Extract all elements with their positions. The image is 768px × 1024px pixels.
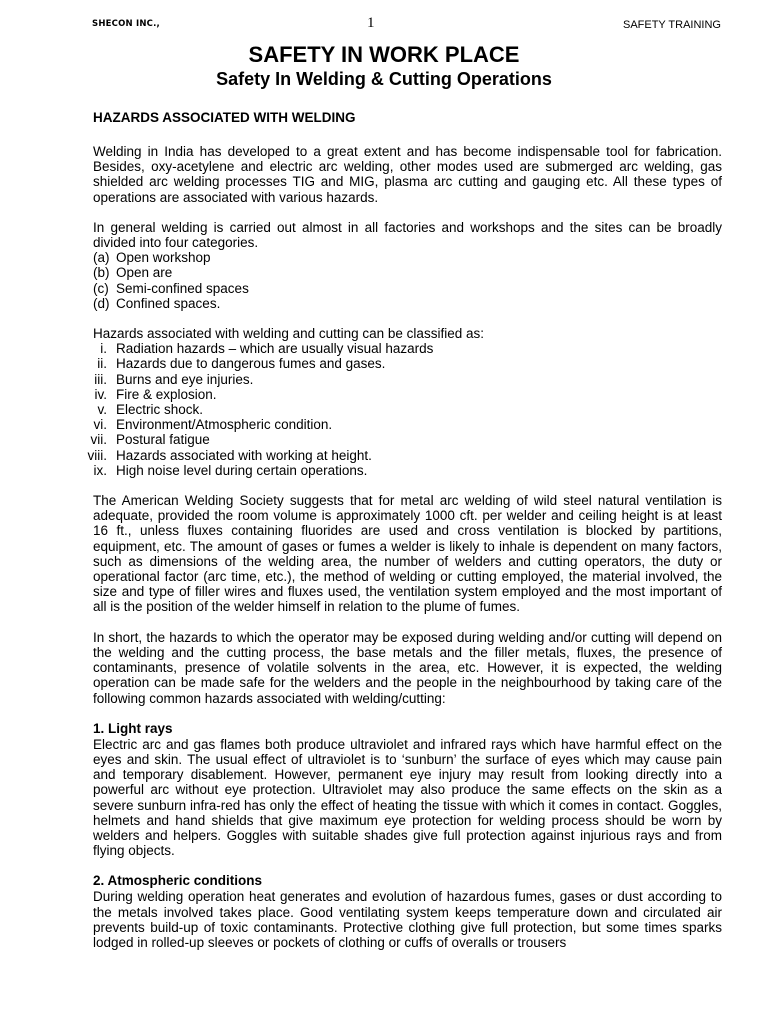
list-marker: ix. — [93, 462, 107, 478]
section-heading-light-rays: 1. Light rays — [93, 720, 173, 736]
list-text: Radiation hazards – which are usually visual hazards — [116, 341, 434, 357]
list-marker: i. — [100, 341, 107, 357]
list-item — [90, 432, 722, 448]
list-item — [93, 265, 722, 280]
list-marker: (a) — [93, 250, 110, 266]
list-marker: iii. — [94, 371, 107, 387]
list-text: Confined spaces. — [116, 295, 221, 311]
list-item — [87, 447, 722, 463]
list-marker: (c) — [93, 280, 109, 296]
list-marker: iv. — [94, 386, 107, 402]
list-item — [93, 402, 722, 417]
section-body-light-rays: Electric arc and gas flames both produce ultraviolet and infrared rays which have harmful effect on the eyes and skin. The usual effect of ultraviolet is to ‘sunburn’ the surface of eyes which may cause pain and temporary disablement. However, permanent eye injury may result from looking directly into a powerful arc without eye protection. Ultraviolet may also produce the same effects on the skin as a severe sunburn infra-red has only the effect of heating the tissue with which it comes in contact. Goggles, helmets and hand shields that give maximum eye protection for welding process should be worn by welders and helpers. Goggles with suitable shades give full protection against injurious rays and from flying objects. — [93, 736, 722, 859]
page-subtitle: Safety In Welding & Cutting Operations — [216, 69, 552, 89]
summary-paragraph: In short, the hazards to which the operator may be exposed during welding and/or cutting will depend on the welding and the cutting process, the base metals and the filler metals, fluxes, the presence of contaminants, presence of volatile solvents in the area, etc. However, it is expected, the welding operation can be made safe for the welders and the people in the neighbourhood by taking care of the following common hazards associated with welding/cutting: — [93, 629, 722, 706]
section-heading-atmospheric-conditions: 2. Atmospheric conditions — [93, 873, 263, 889]
list-text: High noise level during certain operations. — [116, 462, 368, 478]
section-label: SAFETY TRAINING — [622, 19, 721, 31]
list-text: Burns and eye injuries. — [116, 371, 254, 387]
sites-paragraph: In general welding is carried out almost in all factories and workshops and the sites can be broadly divided into four categories. — [93, 219, 722, 251]
page-number: 1 — [367, 15, 375, 31]
list-item — [93, 372, 722, 387]
list-marker: ii. — [97, 356, 107, 372]
page-header — [92, 17, 721, 35]
hazards-heading: HAZARDS ASSOCIATED WITH WELDING — [93, 110, 356, 125]
list-text: Hazards due to dangerous fumes and gases. — [116, 356, 386, 372]
document-body — [87, 110, 722, 950]
list-item — [93, 250, 722, 265]
list-item — [93, 281, 722, 296]
list-marker: vi. — [93, 417, 107, 433]
hazard-list — [87, 341, 722, 478]
list-item — [93, 341, 722, 356]
classified-intro: Hazards associated with welding and cutting can be classified as: — [93, 326, 484, 342]
site-categories-list — [93, 250, 722, 311]
list-item — [93, 356, 722, 371]
list-text: Postural fatigue — [116, 432, 210, 448]
list-marker: (b) — [93, 265, 110, 281]
intro-paragraph: Welding in India has developed to a great extent and has become indispensable tool for fabrication. Besides, oxy-acetylene and electric arc welding, other modes used are submerged arc welding, gas shielded arc welding processes TIG and MIG, plasma arc cutting and gauging etc. All these types of operations are associated with various hazards. — [93, 144, 722, 205]
list-marker: vii. — [90, 432, 107, 448]
list-text: Electric shock. — [116, 402, 204, 418]
list-text: Open workshop — [116, 250, 211, 266]
list-text: Hazards associated with working at height. — [116, 447, 372, 463]
list-text: Environment/Atmospheric condition. — [116, 417, 333, 433]
company-name: SHECON INC., — [92, 19, 160, 29]
list-text: Open are — [116, 265, 173, 281]
list-item — [93, 296, 722, 311]
list-text: Fire & explosion. — [116, 386, 217, 402]
aws-paragraph: The American Welding Society suggests that for metal arc welding of wild steel natural ventilation is adequate, provided the room volume is approximately 1000 cft. per welder and ceiling height is at least 16 ft., unless fluxes containing fluorides are used and cross ventilation is blocked by partitions, equipment, etc. The amount of gases or fumes a welder is likely to inhale is dependent on many factors, such as dimensions of the welding area, the number of welders and cutting operators, the duty or operational factor (arc time, etc.), the method of welding or cutting employed, the material involved, the size and type of filler wires and fluxes used, the ventilation system employed and the most important of all is the position of the welder himself in relation to the plume of fumes. — [93, 493, 722, 615]
section-body-atmospheric-conditions: During welding operation heat generates and evolution of hazardous fumes, gases or dust according to the metals involved takes place. Good ventilating system keeps temperature down and circulated air prevents build-up of toxic contaminants. Protective clothing give full protection, but some times sparks lodged in rolled-up sleeves or pockets of clothing or cuffs of overalls or trousers — [93, 889, 722, 950]
page-title: SAFETY IN WORK PLACE — [248, 42, 520, 67]
list-item — [93, 387, 722, 402]
list-item — [93, 463, 722, 478]
list-text: Semi-confined spaces — [116, 280, 249, 296]
list-marker: v. — [97, 402, 107, 418]
list-marker: (d) — [93, 295, 110, 311]
list-item — [93, 417, 722, 432]
list-marker: viii. — [87, 447, 107, 463]
